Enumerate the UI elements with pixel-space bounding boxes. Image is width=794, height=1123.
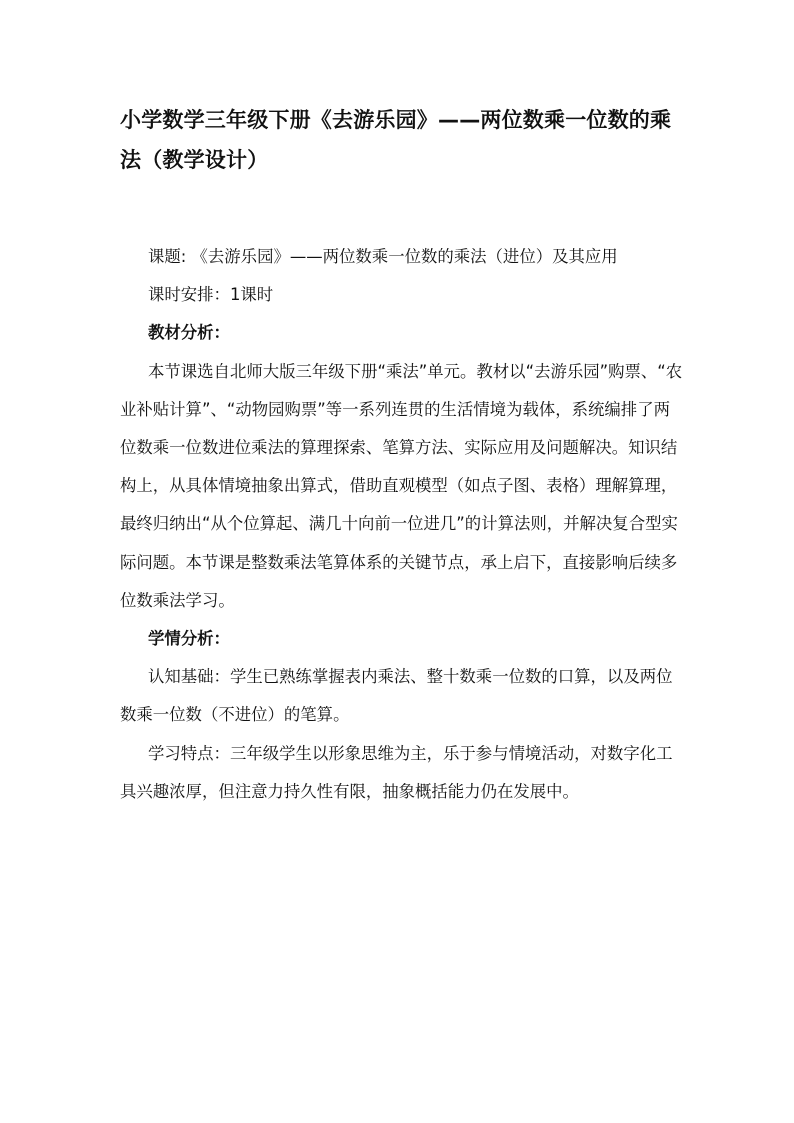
topic-paragraph: 课题: 《去游乐园》——两位数乘一位数的乘法（进位）及其应用 [148, 247, 618, 266]
cognitive-basis-paragraph: 认知基础：学生已熟练掌握表内乘法、整十数乘一位数的口算，以及两位数乘一位数（不进位）的笔算。 [120, 667, 673, 725]
material-analysis-paragraph: 本节课选自北师大版三年级下册“乘法”单元。教材以“去游乐园”购票、“农业补贴计算”、“动物园购票”等一系列连贯的生活情境为载体，系统编排了两位数乘一位数进位乘法的算理探索、笔算方法、实际应用及问题解决。知识结构上，从具体情境抽象出算式，借助直观模型（如点子图、表格）理解算理，最终归纳出“从个位算起、满几十向前一位进几”的计算法则，并解决复合型实际问题。本节课是整数乘法笔算体系的关键节点，承上启下，直接影响后续多位数乘法学习。 [120, 361, 683, 610]
learning-traits-paragraph: 学习特点：三年级学生以形象思维为主，乐于参与情境活动，对数字化工具兴趣浓厚，但注意力持久性有限，抽象概括能力仍在发展中。 [120, 743, 673, 801]
material-analysis-heading: 教材分析： [148, 323, 230, 343]
learner-analysis-heading: 学情分析： [148, 629, 230, 649]
document-title: 小学数学三年级下册《去游乐园》——两位数乘一位数的乘法（教学设计） [120, 108, 672, 172]
document-body [120, 238, 686, 811]
schedule-paragraph: 课时安排：1课时 [148, 285, 274, 305]
